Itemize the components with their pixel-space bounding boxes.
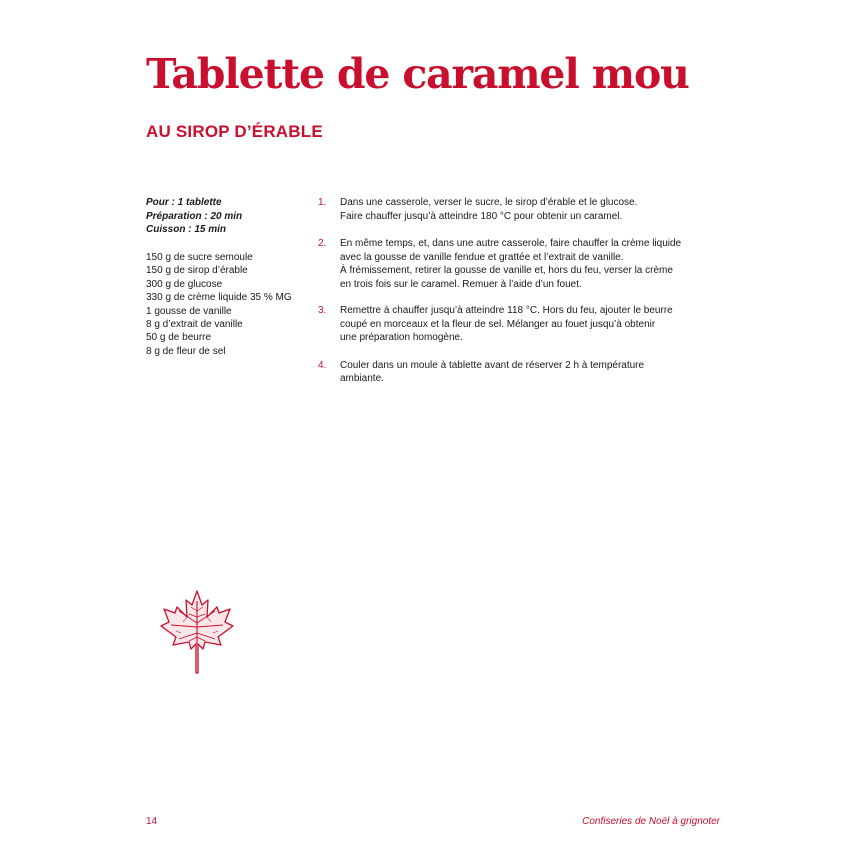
recipe-meta bbox=[146, 196, 242, 237]
recipe-title: Tablette de caramel mou bbox=[146, 50, 689, 98]
step-text-line: une préparation homogène. bbox=[340, 332, 463, 343]
step-text-line: Faire chauffer jusqu’à atteindre 180 °C pour obtenir un caramel. bbox=[340, 210, 623, 222]
step-text-line: Couler dans un moule à tablette avant de réserver 2 h à température bbox=[340, 359, 645, 371]
ingredient-item: 330 g de crème liquide 35 % MG bbox=[146, 292, 292, 304]
ingredient-item: 300 g de glucose bbox=[146, 278, 223, 290]
ingredient-item: 150 g de sucre semoule bbox=[146, 252, 253, 263]
ingredients-list bbox=[146, 251, 292, 358]
step-text-line: avec la gousse de vanille fendue et grattée et l’extrait de vanille. bbox=[340, 251, 624, 263]
step-number: 2. bbox=[318, 238, 327, 249]
step-text-line: coupé en morceaux et la fleur de sel. Mélanger au fouet jusqu’à obtenir bbox=[340, 318, 656, 330]
step-text-line: En même temps, et, dans une autre casserole, faire chauffer la crème liquide bbox=[340, 238, 682, 249]
ingredient-item: 50 g de beurre bbox=[146, 332, 212, 344]
steps-list bbox=[318, 196, 718, 386]
step-number: 4. bbox=[318, 359, 327, 371]
step-number: 3. bbox=[318, 305, 327, 316]
step-text-line: en trois fois sur le caramel. Remuer à l’aide d’un fouet. bbox=[340, 278, 582, 290]
ingredient-item: 1 gousse de vanille bbox=[146, 305, 232, 317]
ingredient-item: 150 g de sirop d’érable bbox=[146, 265, 248, 277]
step-text-line: ambiante. bbox=[340, 373, 384, 384]
step-number: 1. bbox=[318, 197, 327, 208]
step-item bbox=[318, 237, 718, 291]
ingredient-item: 8 g d’extrait de vanille bbox=[146, 319, 243, 331]
maple-leaf-icon bbox=[155, 587, 239, 677]
page-number: 14 bbox=[146, 816, 158, 827]
step-item bbox=[318, 196, 718, 223]
step-item bbox=[318, 359, 718, 386]
cooking-time-text: Cuisson : 15 min bbox=[146, 224, 227, 235]
portions-text: Pour : 1 tablette bbox=[146, 197, 222, 208]
recipe-subtitle: AU SIROP D’ÉRABLE bbox=[146, 122, 323, 141]
step-text-line: À frémissement, retirer la gousse de vanille et, hors du feu, verser la crème bbox=[340, 265, 673, 276]
ingredient-item: 8 g de fleur de sel bbox=[146, 345, 226, 357]
step-item bbox=[318, 304, 718, 345]
preparation-time-text: Préparation : 20 min bbox=[146, 210, 243, 222]
book-title: Confiseries de Noël à grignoter bbox=[582, 816, 720, 827]
step-text-line: Dans une casserole, verser le sucre, le sirop d’érable et le glucose. bbox=[340, 197, 638, 208]
step-text-line: Remettre à chauffer jusqu’à atteindre 118 °C. Hors du feu, ajouter le beurre bbox=[340, 305, 673, 316]
